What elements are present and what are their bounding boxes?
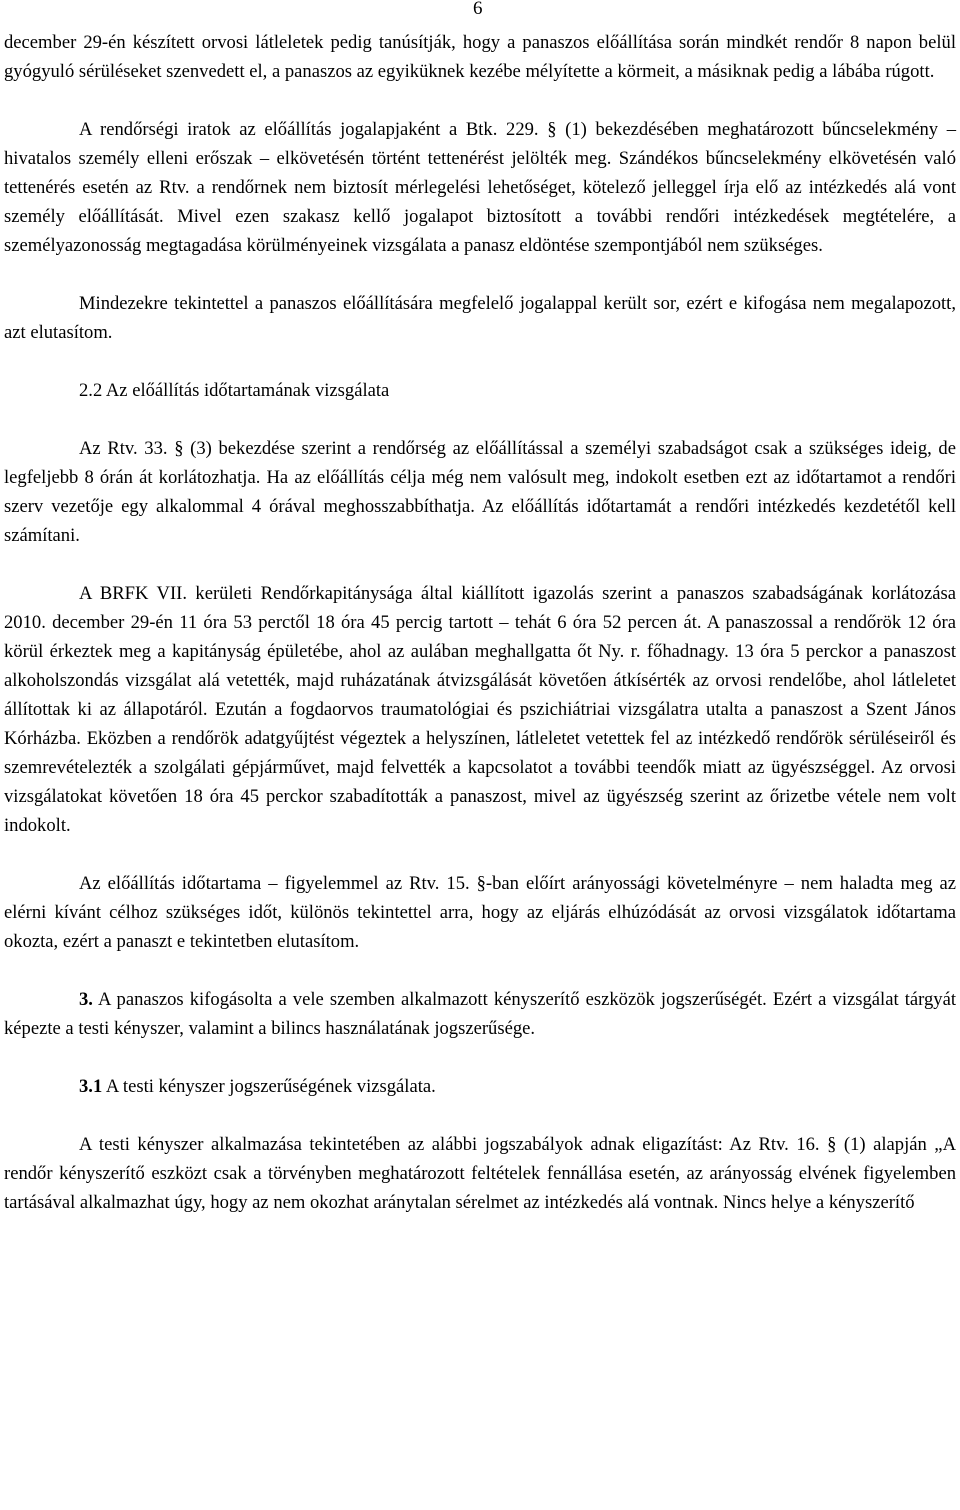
section-heading-3-1 [4, 1072, 956, 1101]
paragraph-2: A rendőrségi iratok az előállítás jogalapjaként a Btk. 229. § (1) bekezdésében meghatározott bűncselekmény – hivatalos személy elleni erőszak – elkövetésén történt tettenérést jelölték meg. Szándékos bűncselekmény elkövetésén való tettenérés esetén az Rtv. a rendőrnek nem biztosít mérlegelési lehetőséget, kötelező jelleggel írja elő az intézkedés alá vont személy előállítását. Mivel ezen szakasz kellő jogalapot biztosított a további rendőri intézkedések megtételére, a személyazonosság megtagadása körülményeinek vizsgálata a panasz eldöntése szempontjából nem szükséges. [4, 119, 956, 256]
paragraph-1: december 29-én készített orvosi látleletek pedig tanúsítják, hogy a panaszos előállítása során mindkét rendőr 8 napon belül gyógyuló sérüléseket szenvedett el, a panaszos az egyiküknek kezébe mélyítette a körmeit, a másiknak pedig a lábába rúgott. [4, 32, 956, 82]
paragraph-6 [4, 869, 956, 956]
section-number-3-1: 3.1 [79, 1076, 103, 1097]
paragraph-7 [4, 985, 956, 1043]
paragraph-6-text: Az előállítás időtartama – figyelemmel az Rtv. 15. §-ban előírt arányossági követelményre – nem haladta meg az elérni kívánt célhoz szükséges időt, különös tekintettel arra, hogy az eljárás elhúzódását az orvosi vizsgálatok időtartama okozta, ezért a panaszt e tekintetben elutasítom. [4, 873, 956, 952]
section-heading-3-1-text: A testi kényszer jogszerűségének vizsgálata. [102, 1076, 436, 1097]
paragraph-8: A testi kényszer alkalmazása tekintetében az alábbi jogszabályok adnak eligazítást: Az Rtv. 16. § (1) alapján „A rendőr kényszerítő eszközt csak a törvényben meghatározott feltételek fennállása esetén, az arányosság elvének figyelemben tartásával alkalmazhat úgy, hogy az nem okozhat aránytalan sérelmet az intézkedés alá vontnak. Nincs helye a kényszerítő [4, 1134, 956, 1213]
section-heading-2-2: 2.2 Az előállítás időtartamának vizsgálata [79, 380, 390, 401]
paragraph-4: Az Rtv. 33. § (3) bekezdése szerint a rendőrség az előállítással a személyi szabadságot csak a szükséges ideig, de legfeljebb 8 órán át korlátozhatja. Ha az előállítás célja még nem valósult meg, indokolt esetben ezt az időtartamot a rendőri szerv vezetője egy alkalommal 4 órával meghosszabbíthatja. Az előállítás időtartamát a rendőri intézkedés kezdetétől kell számítani. [4, 438, 956, 546]
paragraph-5: A BRFK VII. kerületi Rendőrkapitánysága által kiállított igazolás szerint a panaszos szabadságának korlátozása 2010. december 29-én 11 óra 53 perctől 18 óra 45 percig tartott – tehát 6 óra 52 percen át. A panaszossal a rendőrök 12 óra körül érkeztek meg a kapitányság épületébe, ahol az aulában meghallgatta őt Ny. r. főhadnagy. 13 óra 5 perckor a panaszost alkoholszondás vizsgálat alá vetették, majd ruházatának átvizsgálását követően átkísérték az orvosi rendelőbe, ahol látleletet állítottak ki az állapotáról. Ezután a fogdaorvos traumatológiai és pszichiátriai vizsgálatra utalta a panaszost a Szent János Kórházba. Eközben a rendőrök adatgyűjtést végeztek a helyszínen, látleletet vetettek fel az intézkedő rendőrök sérüléseiről és szemrevételezték a szolgálati gépjárművet, majd felvették a kapcsolatot a további teendők miatt az ügyészséggel. Az orvosi vizsgálatokat követően 18 óra 45 perckor szabadították a panaszost, mivel az ügyészség szerint az őrizetbe vétele nem volt indokolt. [4, 583, 956, 836]
document-body [4, 28, 956, 1217]
paragraph-3: Mindezekre tekintettel a panaszos előállítására megfelelő jogalappal került sor, ezért e kifogása nem megalapozott, azt elutasítom. [4, 293, 956, 343]
paragraph-7-text: A panaszos kifogásolta a vele szemben alkalmazott kényszerítő eszközök jogszerűségét. Ezért a vizsgálat tárgyát képezte a testi kényszer, valamint a bilincs használatának jogszerűsége. [4, 989, 956, 1039]
page-number: 6 [473, 0, 483, 19]
section-number-3: 3. [79, 989, 93, 1010]
